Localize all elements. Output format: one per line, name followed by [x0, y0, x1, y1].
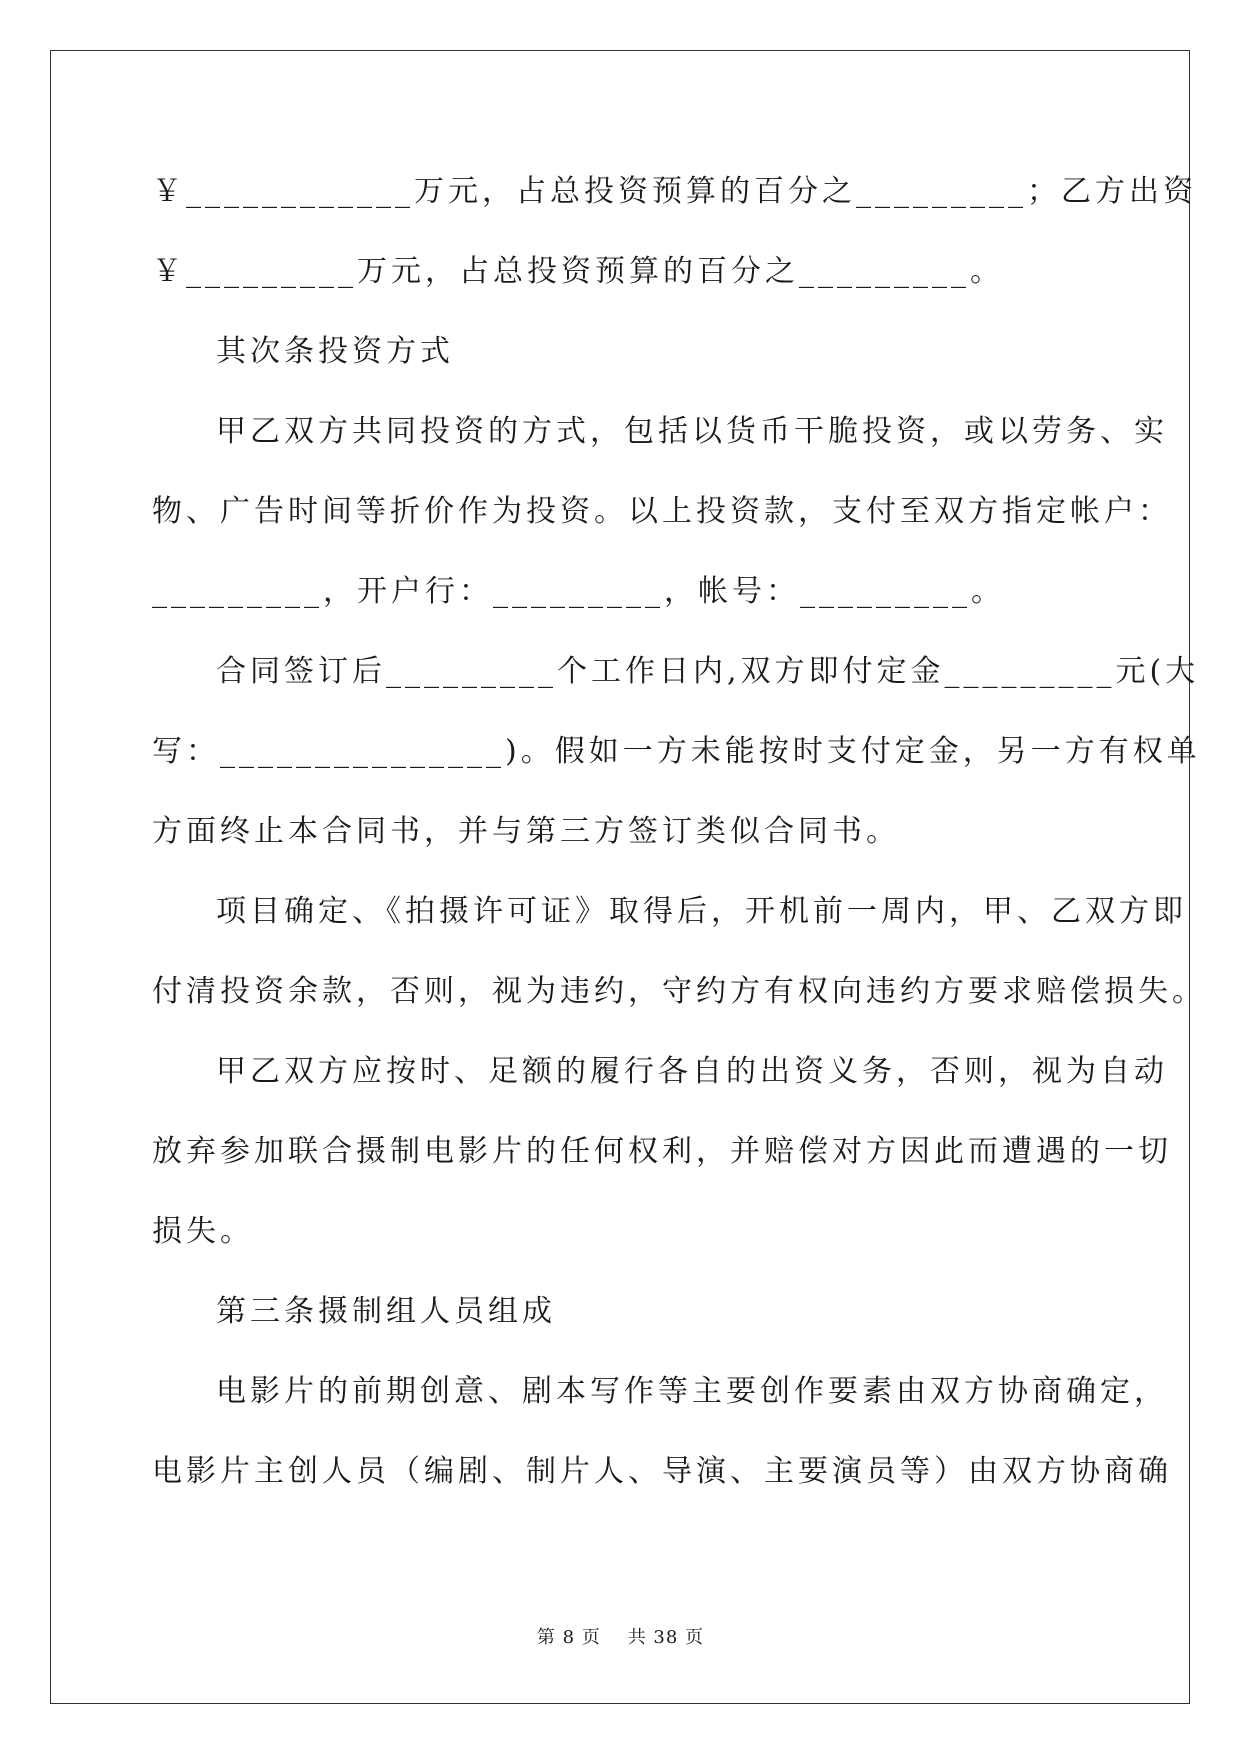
section-heading-crew: 第三条摄制组人员组成 [216, 1294, 556, 1329]
text-line-obligation-1: 甲乙双方应按时、足额的履行各自的出资义务，否则，视为自动 [216, 1054, 1168, 1089]
section-heading-investment-method: 其次条投资方式 [216, 334, 454, 369]
text-line-method-2: 物、广告时间等折价作为投资。以上投资款，支付至双方指定帐户： [152, 494, 1172, 529]
page-number: 第 8 页 共 38 页 [536, 1627, 705, 1648]
text-line-investment-share-a: ￥____________万元，占总投资预算的百分之_________；乙方出资 [152, 174, 1197, 209]
text-line-investment-share-b: ￥_________万元，占总投资预算的百分之_________。 [152, 254, 1004, 289]
text-line-balance-1: 项目确定、《拍摄许可证》取得后，开机前一周内，甲、乙双方即 [216, 894, 1187, 929]
text-line-obligation-2: 放弃参加联合摄制电影片的任何权利，并赔偿对方因此而遭遇的一切 [152, 1134, 1172, 1169]
text-line-method-1: 甲乙双方共同投资的方式，包括以货币干脆投资，或以劳务、实 [216, 414, 1168, 449]
text-line-crew-1: 电影片的前期创意、剧本写作等主要创作要素由双方协商确定， [216, 1374, 1168, 1409]
text-line-balance-2: 付清投资余款，否则，视为违约，守约方有权向违约方要求赔偿损失。 [152, 974, 1206, 1009]
text-line-deposit-2: 写：_______________)。假如一方未能按时支付定金，另一方有权单 [152, 734, 1201, 769]
text-line-deposit-1: 合同签订后_________个工作日内,双方即付定金_________元(大 [216, 654, 1200, 689]
text-line-account-info: _________，开户行：_________，帐号：_________。 [152, 574, 1005, 609]
text-line-obligation-3: 损失。 [152, 1214, 254, 1249]
text-line-deposit-3: 方面终止本合同书，并与第三方签订类似合同书。 [152, 814, 900, 849]
text-line-crew-2: 电影片主创人员（编剧、制片人、导演、主要演员等）由双方协商确 [152, 1454, 1172, 1489]
